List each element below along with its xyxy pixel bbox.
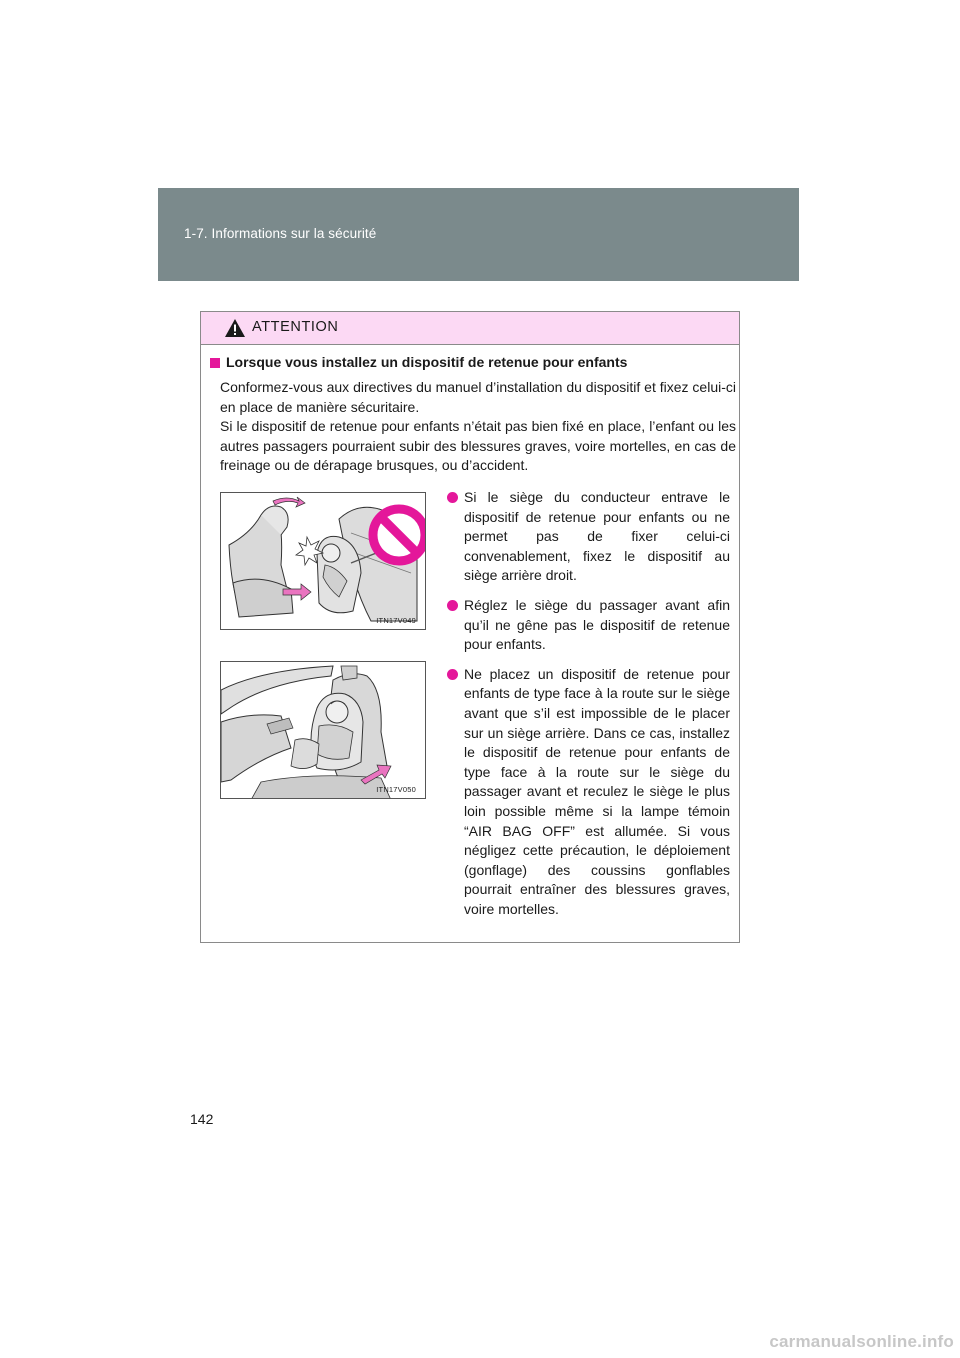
bullet-text: Si le siège du conducteur entrave le dispositif de retenue pour enfants ou ne permet pas de fixer celui-ci convenablement, fixez le dispositif au siège arrière droit. [464, 489, 730, 584]
header-band [158, 188, 799, 281]
warning-intro [220, 378, 736, 476]
list-item [445, 488, 730, 586]
figure-code: ITN17V049 [376, 616, 416, 625]
front-facing-seat-illustration [221, 662, 426, 799]
warning-box [200, 311, 740, 943]
child-seat-blocked-illustration [221, 493, 426, 630]
circle-bullet-icon [447, 600, 458, 611]
warning-header [201, 312, 739, 345]
figure-child-seat-blocked [220, 492, 426, 630]
circle-bullet-icon [447, 492, 458, 503]
warning-bullet-list [445, 488, 730, 929]
square-bullet-icon [210, 358, 220, 368]
figure-front-facing-seat [220, 661, 426, 799]
warning-heading-text: Lorsque vous installez un dispositif de retenue pour enfants [226, 354, 628, 370]
watermark: carmanualsonline.info [769, 1332, 954, 1351]
page-number: 142 [190, 1111, 214, 1127]
intro-paragraph: Si le dispositif de retenue pour enfants n’était pas bien fixé en place, l’enfant ou les autres passagers pourraient subir des blessures graves, voire mortelles, en cas de freinage ou de dérapage brusques, ou d’accident. [220, 418, 736, 474]
bullet-text: Ne placez un dispositif de retenue pour enfants de type face à la route sur le siège avant que s’il est impossible de le placer sur un siège arrière. Dans ce cas, installez le dispositif de retenue pour enfants de type face à la route sur le siège du passager avant et reculez le siège le plus loin possible même si la lampe témoin “AIR BAG OFF” est allumée. Si vous négligez cette précaution, le déploiement (gonflage) des coussins gonflables pourrait entraîner des blessures graves, voire mortelles. [464, 665, 730, 917]
list-item [445, 596, 730, 655]
list-item [445, 665, 730, 920]
warning-triangle-icon [224, 318, 246, 338]
warning-heading [210, 354, 730, 370]
section-title: 1-7. Informations sur la sécurité [184, 226, 377, 241]
warning-title: ATTENTION [252, 319, 339, 335]
intro-paragraph: Conformez-vous aux directives du manuel d’installation du dispositif et fixez celui-ci en place de manière sécuritaire. [220, 379, 736, 415]
circle-bullet-icon [447, 669, 458, 680]
bullet-text: Réglez le siège du passager avant afin qu’il ne gêne pas le dispositif de retenue pour enfants. [464, 596, 730, 653]
figure-code: ITN17V050 [376, 785, 416, 794]
